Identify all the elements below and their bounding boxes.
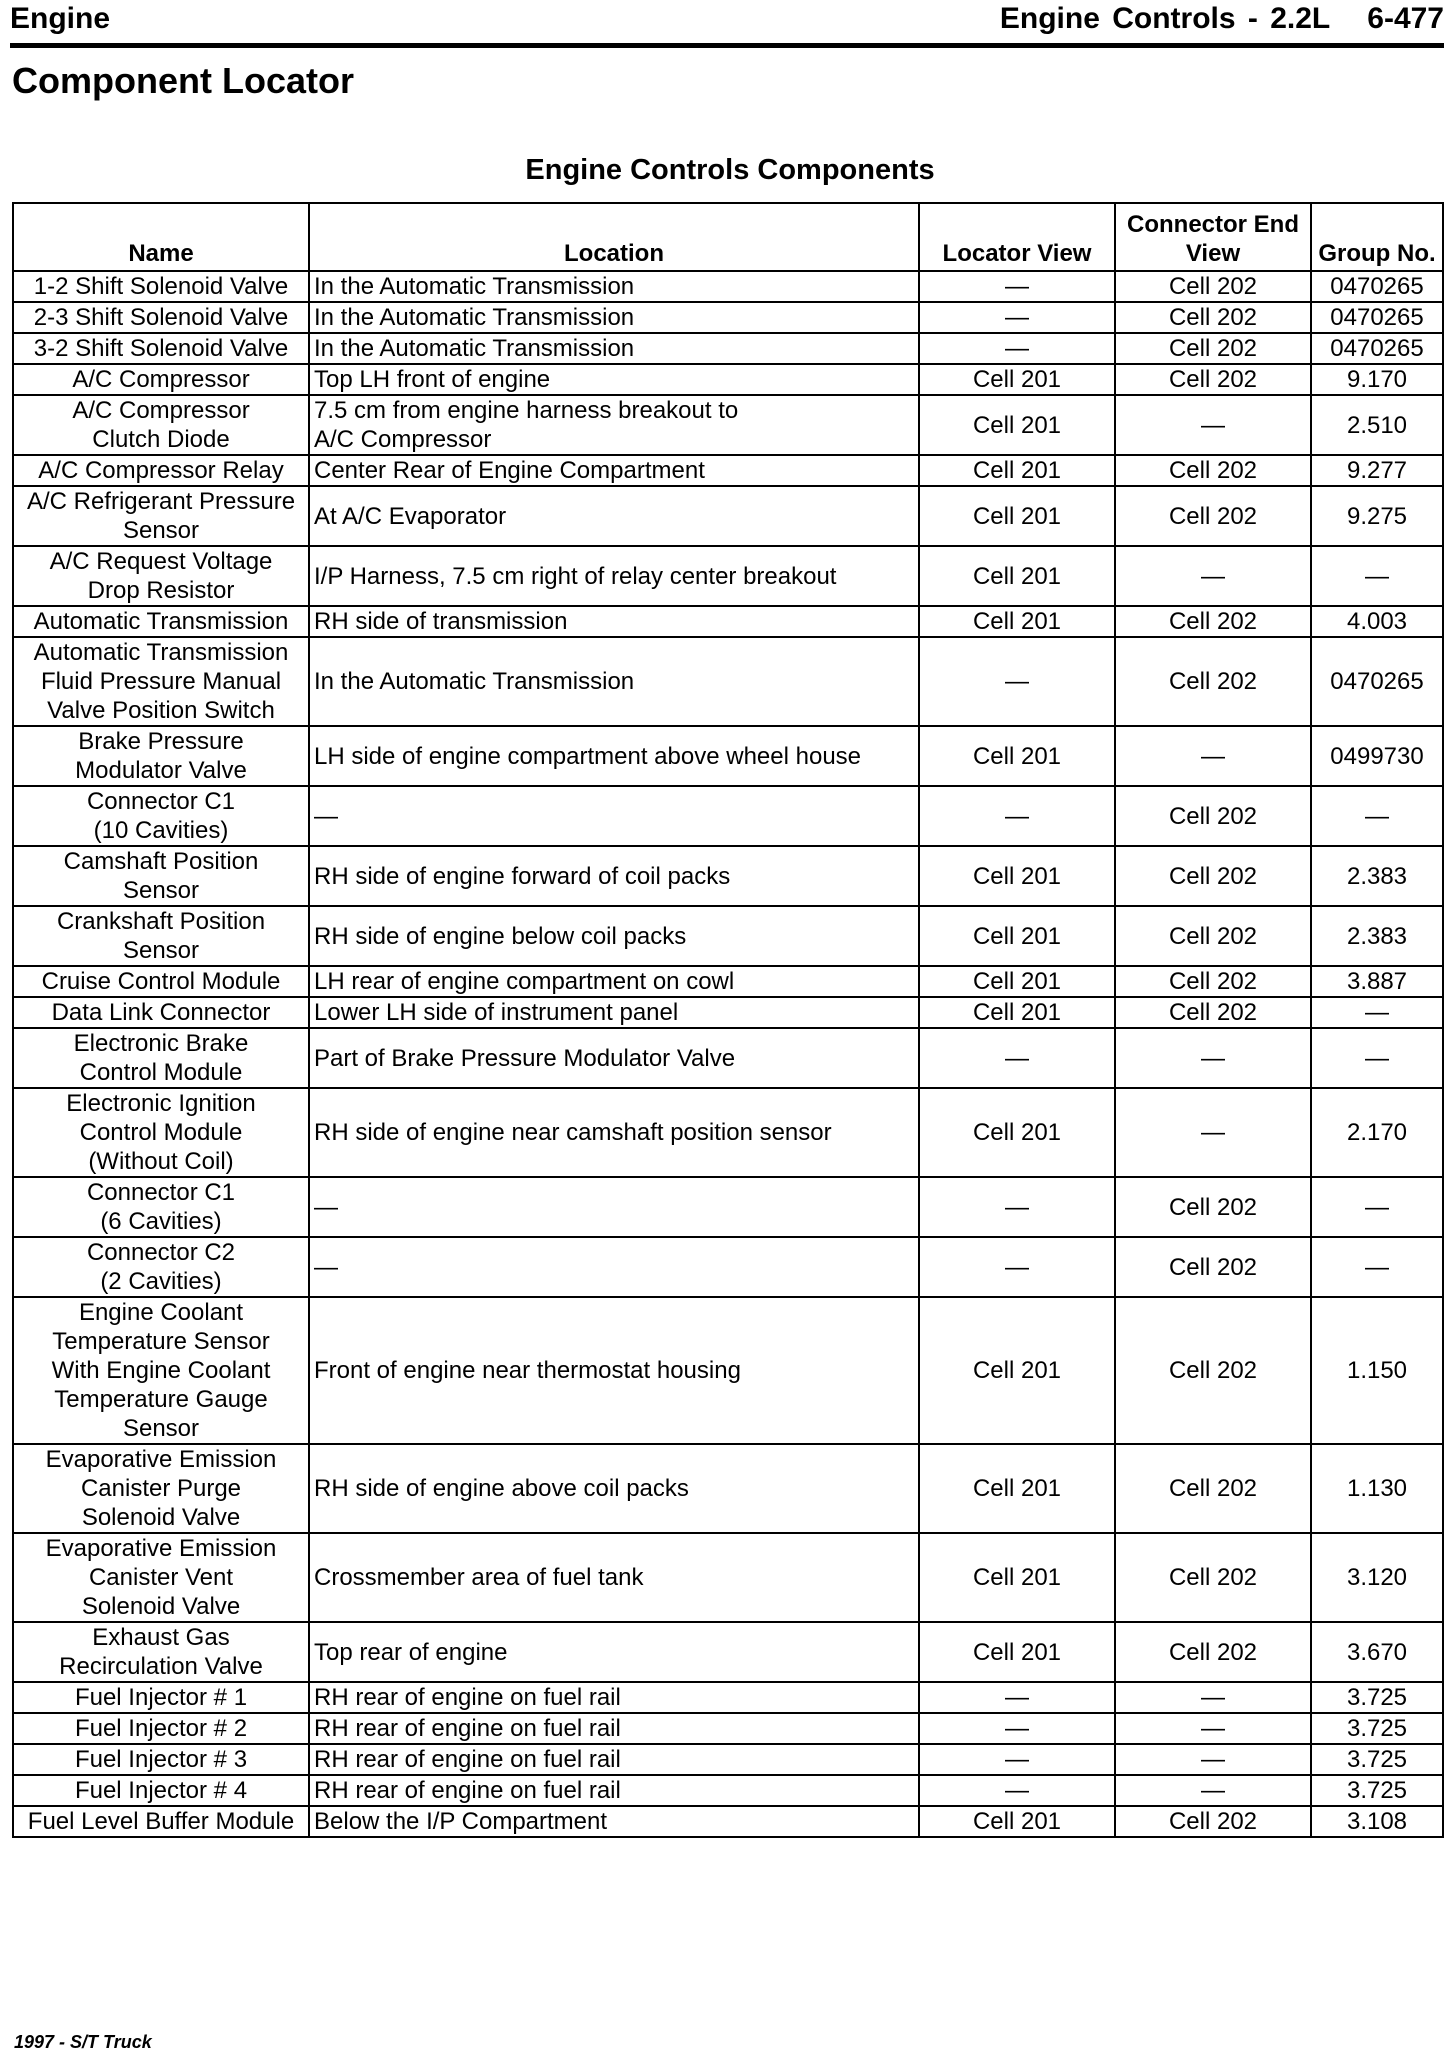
table-row: [13, 1177, 1443, 1237]
cell-location: —: [309, 1237, 919, 1297]
cell-location: —: [309, 786, 919, 846]
cell-locator-view: —: [919, 1775, 1115, 1806]
cell-name: Exhaust Gas Recirculation Valve: [13, 1622, 309, 1682]
table-body: [13, 271, 1443, 1837]
cell-group-no: 2.170: [1311, 1088, 1443, 1177]
table-row: [13, 786, 1443, 846]
cell-name: Connector C1 (10 Cavities): [13, 786, 309, 846]
cell-locator-view: Cell 201: [919, 997, 1115, 1028]
cell-name: 3-2 Shift Solenoid Valve: [13, 333, 309, 364]
cell-location: At A/C Evaporator: [309, 486, 919, 546]
cell-locator-view: Cell 201: [919, 1444, 1115, 1533]
table-row: [13, 1533, 1443, 1622]
cell-locator-view: Cell 201: [919, 546, 1115, 606]
cell-locator-view: Cell 201: [919, 455, 1115, 486]
cell-location: In the Automatic Transmission: [309, 302, 919, 333]
cell-connector-end-view: Cell 202: [1115, 1806, 1311, 1837]
cell-group-no: 2.510: [1311, 395, 1443, 455]
cell-group-no: 1.150: [1311, 1297, 1443, 1444]
table-row: [13, 486, 1443, 546]
cell-group-no: 1.130: [1311, 1444, 1443, 1533]
cell-connector-end-view: Cell 202: [1115, 1622, 1311, 1682]
cell-name: Fuel Injector # 3: [13, 1744, 309, 1775]
cell-locator-view: —: [919, 1682, 1115, 1713]
col-header-name: Name: [13, 203, 309, 271]
cell-connector-end-view: Cell 202: [1115, 1237, 1311, 1297]
table-row: [13, 1444, 1443, 1533]
col-header-connector-end-view: [1115, 203, 1311, 271]
table-row: [13, 455, 1443, 486]
header-rule: [10, 43, 1444, 48]
cell-group-no: —: [1311, 1177, 1443, 1237]
table-row: [13, 1775, 1443, 1806]
cell-location: In the Automatic Transmission: [309, 271, 919, 302]
table-row: [13, 364, 1443, 395]
cell-locator-view: —: [919, 637, 1115, 726]
table-header-row: [13, 203, 1443, 271]
cell-locator-view: Cell 201: [919, 364, 1115, 395]
table-row: [13, 333, 1443, 364]
cell-locator-view: —: [919, 1713, 1115, 1744]
table-title: Engine Controls Components: [525, 154, 935, 186]
cell-name: Data Link Connector: [13, 997, 309, 1028]
cell-connector-end-view: —: [1115, 395, 1311, 455]
cell-name: Connector C2 (2 Cavities): [13, 1237, 309, 1297]
cell-locator-view: Cell 201: [919, 1806, 1115, 1837]
cell-group-no: 9.275: [1311, 486, 1443, 546]
cell-location: RH rear of engine on fuel rail: [309, 1713, 919, 1744]
cell-name: A/C Compressor: [13, 364, 309, 395]
cell-connector-end-view: Cell 202: [1115, 786, 1311, 846]
cell-connector-end-view: Cell 202: [1115, 333, 1311, 364]
cell-location: RH side of engine above coil packs: [309, 1444, 919, 1533]
cell-connector-end-view: Cell 202: [1115, 271, 1311, 302]
cell-location: Front of engine near thermostat housing: [309, 1297, 919, 1444]
cell-name: Evaporative Emission Canister Vent Solenoid Valve: [13, 1533, 309, 1622]
cell-name: 1-2 Shift Solenoid Valve: [13, 271, 309, 302]
cell-location: —: [309, 1177, 919, 1237]
cell-group-no: 2.383: [1311, 846, 1443, 906]
table-row: [13, 302, 1443, 333]
cell-name: Fuel Injector # 4: [13, 1775, 309, 1806]
cell-location: I/P Harness, 7.5 cm right of relay center breakout: [309, 546, 919, 606]
cell-group-no: —: [1311, 997, 1443, 1028]
cell-location: RH rear of engine on fuel rail: [309, 1775, 919, 1806]
cell-location: Below the I/P Compartment: [309, 1806, 919, 1837]
cell-locator-view: —: [919, 1177, 1115, 1237]
cell-group-no: —: [1311, 1237, 1443, 1297]
cell-name: Electronic Ignition Control Module (Without Coil): [13, 1088, 309, 1177]
cell-name: Crankshaft Position Sensor: [13, 906, 309, 966]
cell-location: RH rear of engine on fuel rail: [309, 1682, 919, 1713]
cell-group-no: 3.108: [1311, 1806, 1443, 1837]
cell-connector-end-view: Cell 202: [1115, 637, 1311, 726]
cell-connector-end-view: Cell 202: [1115, 997, 1311, 1028]
cell-connector-end-view: —: [1115, 726, 1311, 786]
cell-location: RH side of engine below coil packs: [309, 906, 919, 966]
cell-group-no: —: [1311, 546, 1443, 606]
cell-locator-view: Cell 201: [919, 1297, 1115, 1444]
section-name: Engine: [10, 2, 111, 35]
table-row: [13, 606, 1443, 637]
cell-connector-end-view: —: [1115, 1682, 1311, 1713]
cell-location: RH side of engine forward of coil packs: [309, 846, 919, 906]
table-row: [13, 997, 1443, 1028]
cell-connector-end-view: Cell 202: [1115, 486, 1311, 546]
table-row: [13, 271, 1443, 302]
footer-text: 1997 - S/T Truck: [14, 2032, 152, 2052]
cell-group-no: —: [1311, 1028, 1443, 1088]
cell-group-no: 9.170: [1311, 364, 1443, 395]
cell-group-no: 3.725: [1311, 1744, 1443, 1775]
table-row: [13, 1622, 1443, 1682]
table-row: [13, 906, 1443, 966]
table-row: [13, 1744, 1443, 1775]
cell-group-no: 3.725: [1311, 1713, 1443, 1744]
cell-group-no: 3.887: [1311, 966, 1443, 997]
cell-locator-view: Cell 201: [919, 606, 1115, 637]
cell-group-no: 3.120: [1311, 1533, 1443, 1622]
table-row: [13, 637, 1443, 726]
cell-locator-view: Cell 201: [919, 1088, 1115, 1177]
cell-name: Electronic Brake Control Module: [13, 1028, 309, 1088]
cell-connector-end-view: Cell 202: [1115, 846, 1311, 906]
cell-name: A/C Compressor Relay: [13, 455, 309, 486]
page-title: Component Locator: [12, 60, 354, 101]
cell-group-no: 3.670: [1311, 1622, 1443, 1682]
cell-location: Top rear of engine: [309, 1622, 919, 1682]
cell-group-no: 9.277: [1311, 455, 1443, 486]
cell-locator-view: Cell 201: [919, 1533, 1115, 1622]
cell-locator-view: Cell 201: [919, 395, 1115, 455]
table-row: [13, 966, 1443, 997]
cell-locator-view: —: [919, 1028, 1115, 1088]
table-row: [13, 1237, 1443, 1297]
table-row: [13, 395, 1443, 455]
cell-name: Brake Pressure Modulator Valve: [13, 726, 309, 786]
cell-group-no: 0470265: [1311, 271, 1443, 302]
cell-location: RH side of transmission: [309, 606, 919, 637]
cell-location: LH rear of engine compartment on cowl: [309, 966, 919, 997]
cell-location: Crossmember area of fuel tank: [309, 1533, 919, 1622]
cell-group-no: 0499730: [1311, 726, 1443, 786]
cell-connector-end-view: Cell 202: [1115, 364, 1311, 395]
cell-name: Fuel Injector # 1: [13, 1682, 309, 1713]
cell-name: A/C Request Voltage Drop Resistor: [13, 546, 309, 606]
cell-name: Camshaft Position Sensor: [13, 846, 309, 906]
cell-locator-view: Cell 201: [919, 966, 1115, 997]
cell-name: Cruise Control Module: [13, 966, 309, 997]
col-header-location: Location: [309, 203, 919, 271]
cell-group-no: 4.003: [1311, 606, 1443, 637]
cell-group-no: 0470265: [1311, 333, 1443, 364]
cell-location: 7.5 cm from engine harness breakout to A/C Compressor: [309, 395, 919, 455]
cell-name: Connector C1 (6 Cavities): [13, 1177, 309, 1237]
table-row: [13, 546, 1443, 606]
cell-name: Evaporative Emission Canister Purge Solenoid Valve: [13, 1444, 309, 1533]
table-row: [13, 846, 1443, 906]
cell-locator-view: —: [919, 1237, 1115, 1297]
cell-group-no: 0470265: [1311, 637, 1443, 726]
cell-group-no: 3.725: [1311, 1775, 1443, 1806]
cell-name: Fuel Injector # 2: [13, 1713, 309, 1744]
page-number: 6-477: [1367, 2, 1444, 35]
table-row: [13, 1028, 1443, 1088]
cell-location: RH side of engine near camshaft position sensor: [309, 1088, 919, 1177]
table-row: [13, 1806, 1443, 1837]
cell-connector-end-view: Cell 202: [1115, 455, 1311, 486]
cell-location: LH side of engine compartment above wheel house: [309, 726, 919, 786]
cell-connector-end-view: —: [1115, 1028, 1311, 1088]
page-header: [10, 0, 1444, 44]
cell-location: Part of Brake Pressure Modulator Valve: [309, 1028, 919, 1088]
cell-connector-end-view: Cell 202: [1115, 1444, 1311, 1533]
cell-locator-view: Cell 201: [919, 846, 1115, 906]
cell-location: RH rear of engine on fuel rail: [309, 1744, 919, 1775]
cell-locator-view: —: [919, 302, 1115, 333]
cell-name: A/C Compressor Clutch Diode: [13, 395, 309, 455]
cell-connector-end-view: Cell 202: [1115, 302, 1311, 333]
table-row: [13, 726, 1443, 786]
cell-connector-end-view: Cell 202: [1115, 906, 1311, 966]
cell-group-no: 3.725: [1311, 1682, 1443, 1713]
cell-locator-view: —: [919, 271, 1115, 302]
cell-connector-end-view: Cell 202: [1115, 1177, 1311, 1237]
table-row: [13, 1297, 1443, 1444]
cell-connector-end-view: Cell 202: [1115, 966, 1311, 997]
col-header-connector-text: Connector End View: [1127, 211, 1299, 267]
cell-connector-end-view: —: [1115, 1775, 1311, 1806]
cell-locator-view: —: [919, 786, 1115, 846]
cell-locator-view: Cell 201: [919, 726, 1115, 786]
cell-locator-view: —: [919, 333, 1115, 364]
table-row: [13, 1088, 1443, 1177]
cell-name: Engine Coolant Temperature Sensor With Engine Coolant Temperature Gauge Sensor: [13, 1297, 309, 1444]
cell-connector-end-view: —: [1115, 1713, 1311, 1744]
running-head: [1000, 2, 1444, 36]
cell-name: 2-3 Shift Solenoid Valve: [13, 302, 309, 333]
cell-locator-view: Cell 201: [919, 1622, 1115, 1682]
cell-locator-view: Cell 201: [919, 486, 1115, 546]
col-header-locator-view: Locator View: [919, 203, 1115, 271]
cell-location: Center Rear of Engine Compartment: [309, 455, 919, 486]
cell-connector-end-view: Cell 202: [1115, 606, 1311, 637]
table-row: [13, 1682, 1443, 1713]
cell-locator-view: Cell 201: [919, 906, 1115, 966]
cell-group-no: 2.383: [1311, 906, 1443, 966]
cell-location: In the Automatic Transmission: [309, 637, 919, 726]
cell-connector-end-view: Cell 202: [1115, 1297, 1311, 1444]
components-table: [12, 202, 1444, 1838]
col-header-group-no: Group No.: [1311, 203, 1443, 271]
table-row: [13, 1713, 1443, 1744]
cell-group-no: 0470265: [1311, 302, 1443, 333]
cell-connector-end-view: —: [1115, 1744, 1311, 1775]
cell-connector-end-view: —: [1115, 1088, 1311, 1177]
cell-connector-end-view: —: [1115, 546, 1311, 606]
cell-location: Top LH front of engine: [309, 364, 919, 395]
cell-name: Fuel Level Buffer Module: [13, 1806, 309, 1837]
cell-group-no: —: [1311, 786, 1443, 846]
cell-name: Automatic Transmission: [13, 606, 309, 637]
cell-connector-end-view: Cell 202: [1115, 1533, 1311, 1622]
cell-name: Automatic Transmission Fluid Pressure Manual Valve Position Switch: [13, 637, 309, 726]
cell-location: Lower LH side of instrument panel: [309, 997, 919, 1028]
cell-name: A/C Refrigerant Pressure Sensor: [13, 486, 309, 546]
cell-locator-view: —: [919, 1744, 1115, 1775]
cell-location: In the Automatic Transmission: [309, 333, 919, 364]
chapter-title: Engine Controls - 2.2L: [999, 2, 1331, 35]
